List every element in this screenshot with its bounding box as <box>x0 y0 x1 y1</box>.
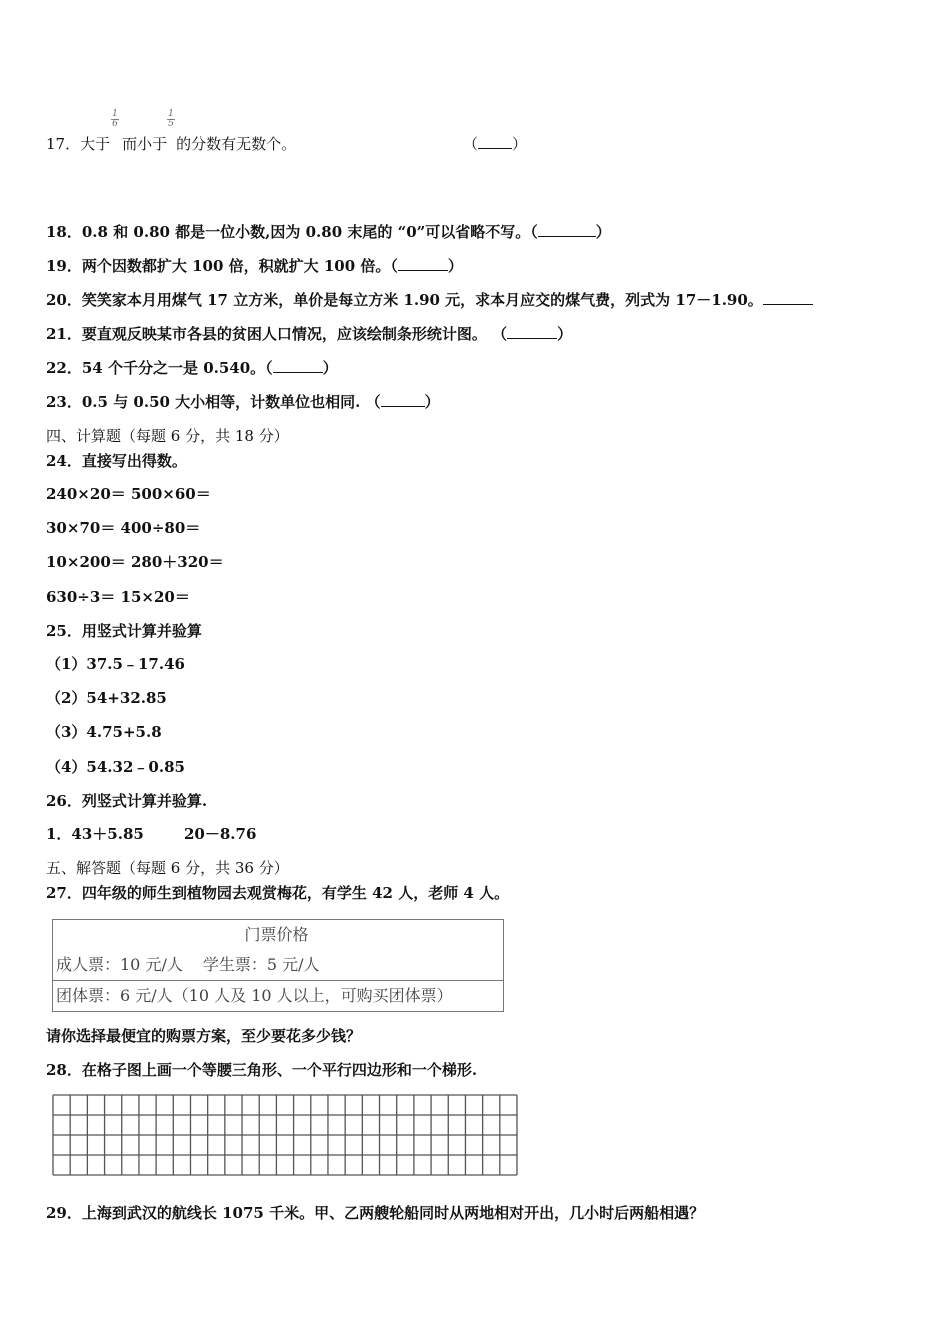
q26-item-a: 1．43＋5.85 <box>46 825 144 843</box>
section-5-heading: 五、解答题（每题 6 分，共 36 分） <box>46 859 289 877</box>
question-27: 27．四年级的师生到植物园去观赏梅花，有学生 42 人，老师 4 人。 <box>46 884 510 902</box>
q26-item-b: 20－8.76 <box>184 825 257 843</box>
q21-answer-blank[interactable] <box>507 338 557 339</box>
question-21: 21．要直观反映某市各县的贫困人口情况，应该绘制条形统计图。 （ ） <box>46 325 573 343</box>
grid-paper[interactable] <box>52 1094 518 1176</box>
q25-item-4: （4）54.32﹣0.85 <box>46 758 185 776</box>
question-22: 22．54 个千分之一是 0.540。（ ） <box>46 359 338 377</box>
question-28: 28．在格子图上画一个等腰三角形、一个平行四边形和一个梯形. <box>46 1061 478 1079</box>
question-26: 26．列竖式计算并验算. <box>46 792 208 810</box>
q17-answer-blank[interactable]: （ ） <box>463 135 528 153</box>
ticket-title: 门票价格 <box>244 925 309 944</box>
calc-row-4: 630÷3＝ 15×20＝ <box>46 588 190 606</box>
question-25: 25．用竖式计算并验算 <box>46 622 202 640</box>
q18-answer-blank[interactable] <box>538 236 596 237</box>
question-23: 23．0.5 与 0.50 大小相等，计数单位也相同. （ ） <box>46 393 440 411</box>
question-19: 19．两个因数都扩大 100 倍，积就扩大 100 倍。（ ） <box>46 257 463 275</box>
q25-item-1: （1）37.5﹣17.46 <box>46 655 185 673</box>
calc-row-2: 30×70＝ 400÷80＝ <box>46 519 201 537</box>
q17-fraction-1: 1 6 <box>112 109 118 129</box>
q25-item-2: （2）54+32.85 <box>46 689 167 707</box>
q22-answer-blank[interactable] <box>273 372 323 373</box>
section-4-heading: 四、计算题（每题 6 分，共 18 分） <box>46 427 289 445</box>
q23-answer-blank[interactable] <box>381 406 425 407</box>
q20-answer-blank[interactable] <box>763 304 813 305</box>
ticket-group: 团体票：6 元/人（10 人及 10 人以上，可购买团体票） <box>53 981 504 1012</box>
question-24: 24．直接写出得数。 <box>46 452 187 470</box>
q17-number: 17． <box>46 135 81 153</box>
q25-item-3: （3）4.75+5.8 <box>46 723 162 741</box>
q17-text-3: 的分数有无数个。 <box>176 135 297 153</box>
question-18: 18．0.8 和 0.80 都是一位小数,因为 0.80 末尾的 “0”可以省略不写。（ ） <box>46 223 611 241</box>
question-17 <box>46 134 296 154</box>
ticket-price-table <box>52 919 504 1012</box>
calc-row-3: 10×200＝ 280＋320＝ <box>46 553 224 571</box>
q17-text-1: 大于 <box>80 135 111 153</box>
ticket-adult-student: 成人票：10 元/人 学生票：5 元/人 <box>56 955 320 974</box>
calc-row-1: 240×20＝ 500×60＝ <box>46 485 211 503</box>
question-29: 29．上海到武汉的航线长 1075 千米。甲、乙两艘轮船同时从两地相对开出，几小时后两船相遇？ <box>46 1204 705 1222</box>
q17-fraction-2: 1 5 <box>168 109 174 129</box>
q27-ask: 请你选择最便宜的购票方案，至少要花多少钱？ <box>46 1027 362 1045</box>
q19-answer-blank[interactable] <box>398 270 448 271</box>
question-20: 20．笑笑家本月用煤气 17 立方米，单价是每立方米 1.90 元，求本月应交的煤气费，列式为 17－1.90。 <box>46 290 813 310</box>
q17-text-2: 而小于 <box>122 135 168 153</box>
